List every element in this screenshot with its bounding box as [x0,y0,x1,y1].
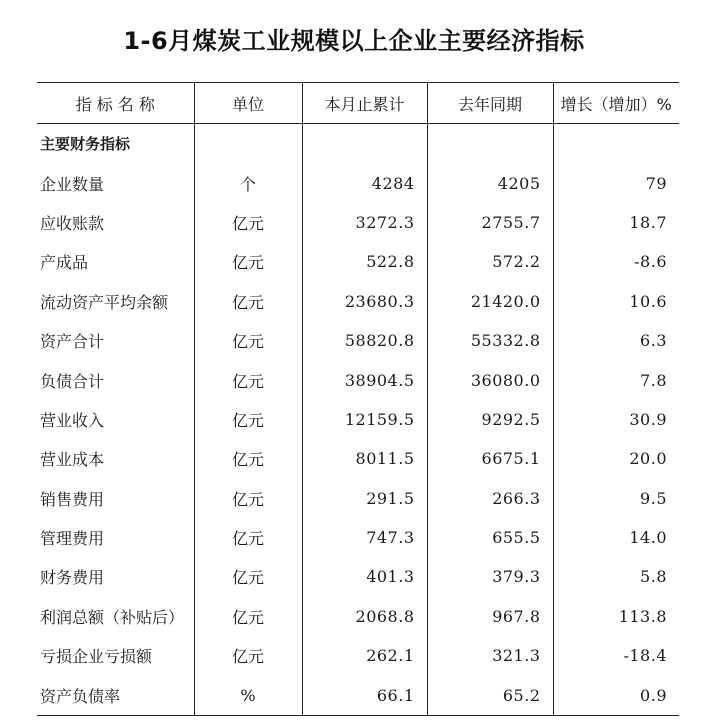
row-current: 522.8 [302,242,427,281]
row-unit: 亿元 [194,360,302,399]
table-row [37,400,679,439]
table-row [37,321,679,360]
section-row [37,124,679,164]
row-unit: 亿元 [194,203,302,242]
row-current: 38904.5 [302,360,427,399]
row-last-year: 572.2 [427,242,553,281]
row-last-year: 379.3 [427,557,553,596]
row-growth: 18.7 [553,203,679,242]
row-name: 营业收入 [40,410,105,430]
row-unit: 亿元 [194,479,302,518]
row-growth: 14.0 [553,518,679,557]
row-growth: 10.6 [553,282,679,321]
header-last-year: 去年同期 [427,83,553,124]
row-last-year: 36080.0 [427,360,553,399]
row-name: 资产合计 [40,332,105,352]
row-growth: 5.8 [553,557,679,596]
row-unit: 亿元 [194,400,302,439]
row-name: 流动资产平均余额 [40,292,169,312]
row-unit: 个 [194,163,302,202]
table-row [37,360,679,399]
row-last-year: 321.3 [427,636,553,675]
row-unit: 亿元 [194,321,302,360]
row-name: 负债合计 [40,371,105,391]
table-row [37,518,679,557]
table-row [37,163,679,202]
table-body [37,124,679,716]
row-name: 管理费用 [40,529,105,549]
row-unit: 亿元 [194,597,302,636]
row-last-year: 266.3 [427,479,553,518]
row-unit: 亿元 [194,282,302,321]
table-row [37,597,679,636]
row-current: 3272.3 [302,203,427,242]
row-growth: 0.9 [553,675,679,715]
row-unit: 亿元 [194,242,302,281]
header-unit: 单位 [194,83,302,124]
row-current: 8011.5 [302,439,427,478]
table-row [37,479,679,518]
table-row [37,282,679,321]
header-current-cumulative: 本月止累计 [302,83,427,124]
row-name: 应收账款 [40,213,105,233]
row-growth: 79 [553,163,679,202]
row-growth: 113.8 [553,597,679,636]
row-growth: 30.9 [553,400,679,439]
table-row [37,203,679,242]
row-name: 亏损企业亏损额 [40,647,153,667]
row-unit: % [194,675,302,715]
row-current: 747.3 [302,518,427,557]
row-current: 291.5 [302,479,427,518]
row-growth: 9.5 [553,479,679,518]
table-header-row [37,83,679,124]
table-row [37,636,679,675]
row-current: 12159.5 [302,400,427,439]
row-unit: 亿元 [194,439,302,478]
row-current: 58820.8 [302,321,427,360]
row-name: 利润总额（补贴后） [40,607,185,627]
row-name: 产成品 [40,253,89,273]
header-indicator-name: 指 标 名 称 [37,83,194,124]
row-growth: 6.3 [553,321,679,360]
row-current: 262.1 [302,636,427,675]
section-label: 主要财务指标 [40,135,131,154]
row-unit: 亿元 [194,557,302,596]
row-last-year: 21420.0 [427,282,553,321]
row-growth: 7.8 [553,360,679,399]
table-row [37,675,679,715]
row-last-year: 4205 [427,163,553,202]
row-current: 2068.8 [302,597,427,636]
row-growth: -8.6 [553,242,679,281]
row-growth: 20.0 [553,439,679,478]
table-row [37,439,679,478]
row-name: 企业数量 [40,174,105,194]
indicators-table [37,82,679,716]
row-unit: 亿元 [194,518,302,557]
row-last-year: 2755.7 [427,203,553,242]
row-current: 401.3 [302,557,427,596]
row-last-year: 967.8 [427,597,553,636]
row-current: 66.1 [302,675,427,715]
row-last-year: 6675.1 [427,439,553,478]
row-unit: 亿元 [194,636,302,675]
table-row [37,557,679,596]
header-growth: 增长（增加）% [553,83,679,124]
row-name: 资产负债率 [37,675,194,715]
row-current: 23680.3 [302,282,427,321]
row-last-year: 655.5 [427,518,553,557]
row-name: 营业成本 [40,450,105,470]
table-row [37,242,679,281]
row-last-year: 55332.8 [427,321,553,360]
row-name: 销售费用 [40,489,105,509]
row-name: 财务费用 [40,568,105,588]
row-growth: -18.4 [553,636,679,675]
row-last-year: 9292.5 [427,400,553,439]
page-title: 1-6月煤炭工业规模以上企业主要经济指标 [123,27,585,55]
row-last-year: 65.2 [427,675,553,715]
row-current: 4284 [302,163,427,202]
